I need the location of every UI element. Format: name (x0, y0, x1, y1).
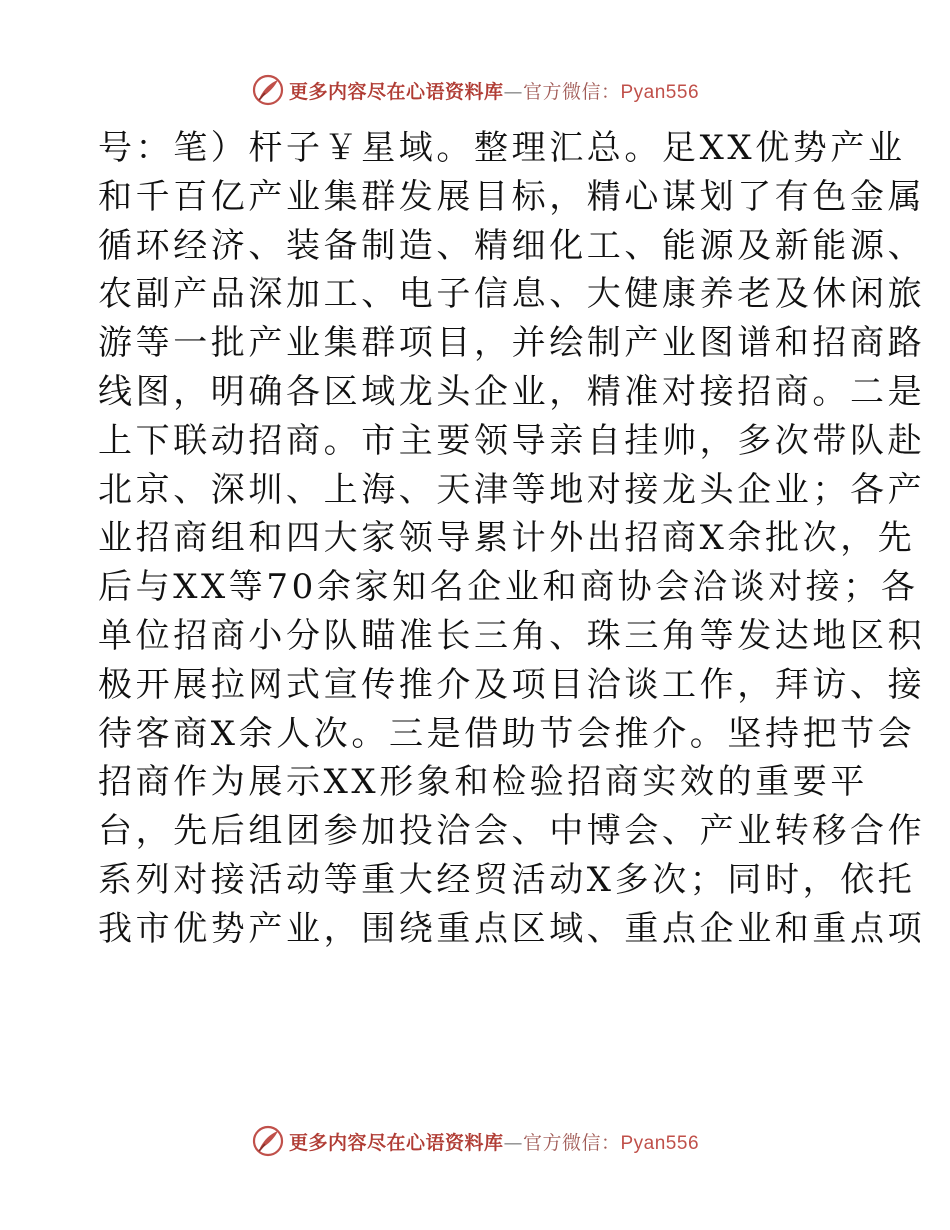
text-line: 上下联动招商。市主要领导亲自挂帅，多次带队赴 (98, 420, 926, 461)
text-line: 我市优势产业，围绕重点区域、重点企业和重点项 (98, 908, 926, 949)
banner-wechat-id: Pyan556 (620, 1132, 700, 1154)
text-line: 极开展拉网式宣传推介及项目洽谈工作，拜访、接 (98, 664, 926, 705)
text-line: 循环经济、装备制造、精细化工、能源及新能源、 (98, 225, 926, 266)
header-banner (0, 70, 950, 110)
banner-text (289, 77, 699, 104)
text-line: 招商作为展示XX形象和检验招商实效的重要平 (98, 762, 869, 803)
text-line: 单位招商小分队瞄准长三角、珠三角等发达地区积 (98, 615, 926, 656)
quill-pen-logo-icon (251, 73, 285, 107)
text-line: 台，先后组团参加投洽会、中博会、产业转移合作 (98, 811, 926, 852)
text-line: 和千百亿产业集群发展目标，精心谋划了有色金属 (98, 176, 926, 217)
text-line: 后与XX等70余家知名企业和商协会洽谈对接；各 (98, 567, 919, 608)
text-line: 系列对接活动等重大经贸活动X多次；同时，依托 (98, 859, 916, 900)
footer-banner (0, 1121, 950, 1161)
banner-wechat-label: 官方微信： (522, 80, 621, 103)
text-line: 北京、深圳、上海、天津等地对接龙头企业；各产 (98, 469, 926, 510)
quill-pen-logo-icon (251, 1124, 285, 1158)
banner-wechat-label: 官方微信： (522, 1131, 621, 1154)
banner-main-text: 更多内容尽在心语资料库 (288, 80, 504, 103)
banner-separator: — (503, 80, 523, 103)
document-body (98, 124, 926, 954)
text-line: 线图，明确各区域龙头企业，精准对接招商。二是 (98, 371, 926, 412)
text-line: 号：笔）杆子￥星域。整理汇总。足XX优势产业 (98, 128, 906, 168)
banner-main-text: 更多内容尽在心语资料库 (288, 1131, 504, 1154)
text-line: 待客商X余人次。三是借助节会推介。坚持把节会 (98, 713, 916, 754)
banner-separator: — (503, 1131, 523, 1154)
text-line: 业招商组和四大家领导累计外出招商X余批次，先 (98, 518, 916, 559)
banner-wechat-id: Pyan556 (620, 81, 700, 103)
text-line: 游等一批产业集群项目，并绘制产业图谱和招商路 (98, 323, 926, 364)
banner-text (289, 1128, 699, 1155)
text-line: 农副产品深加工、电子信息、大健康养老及休闲旅 (98, 274, 926, 315)
